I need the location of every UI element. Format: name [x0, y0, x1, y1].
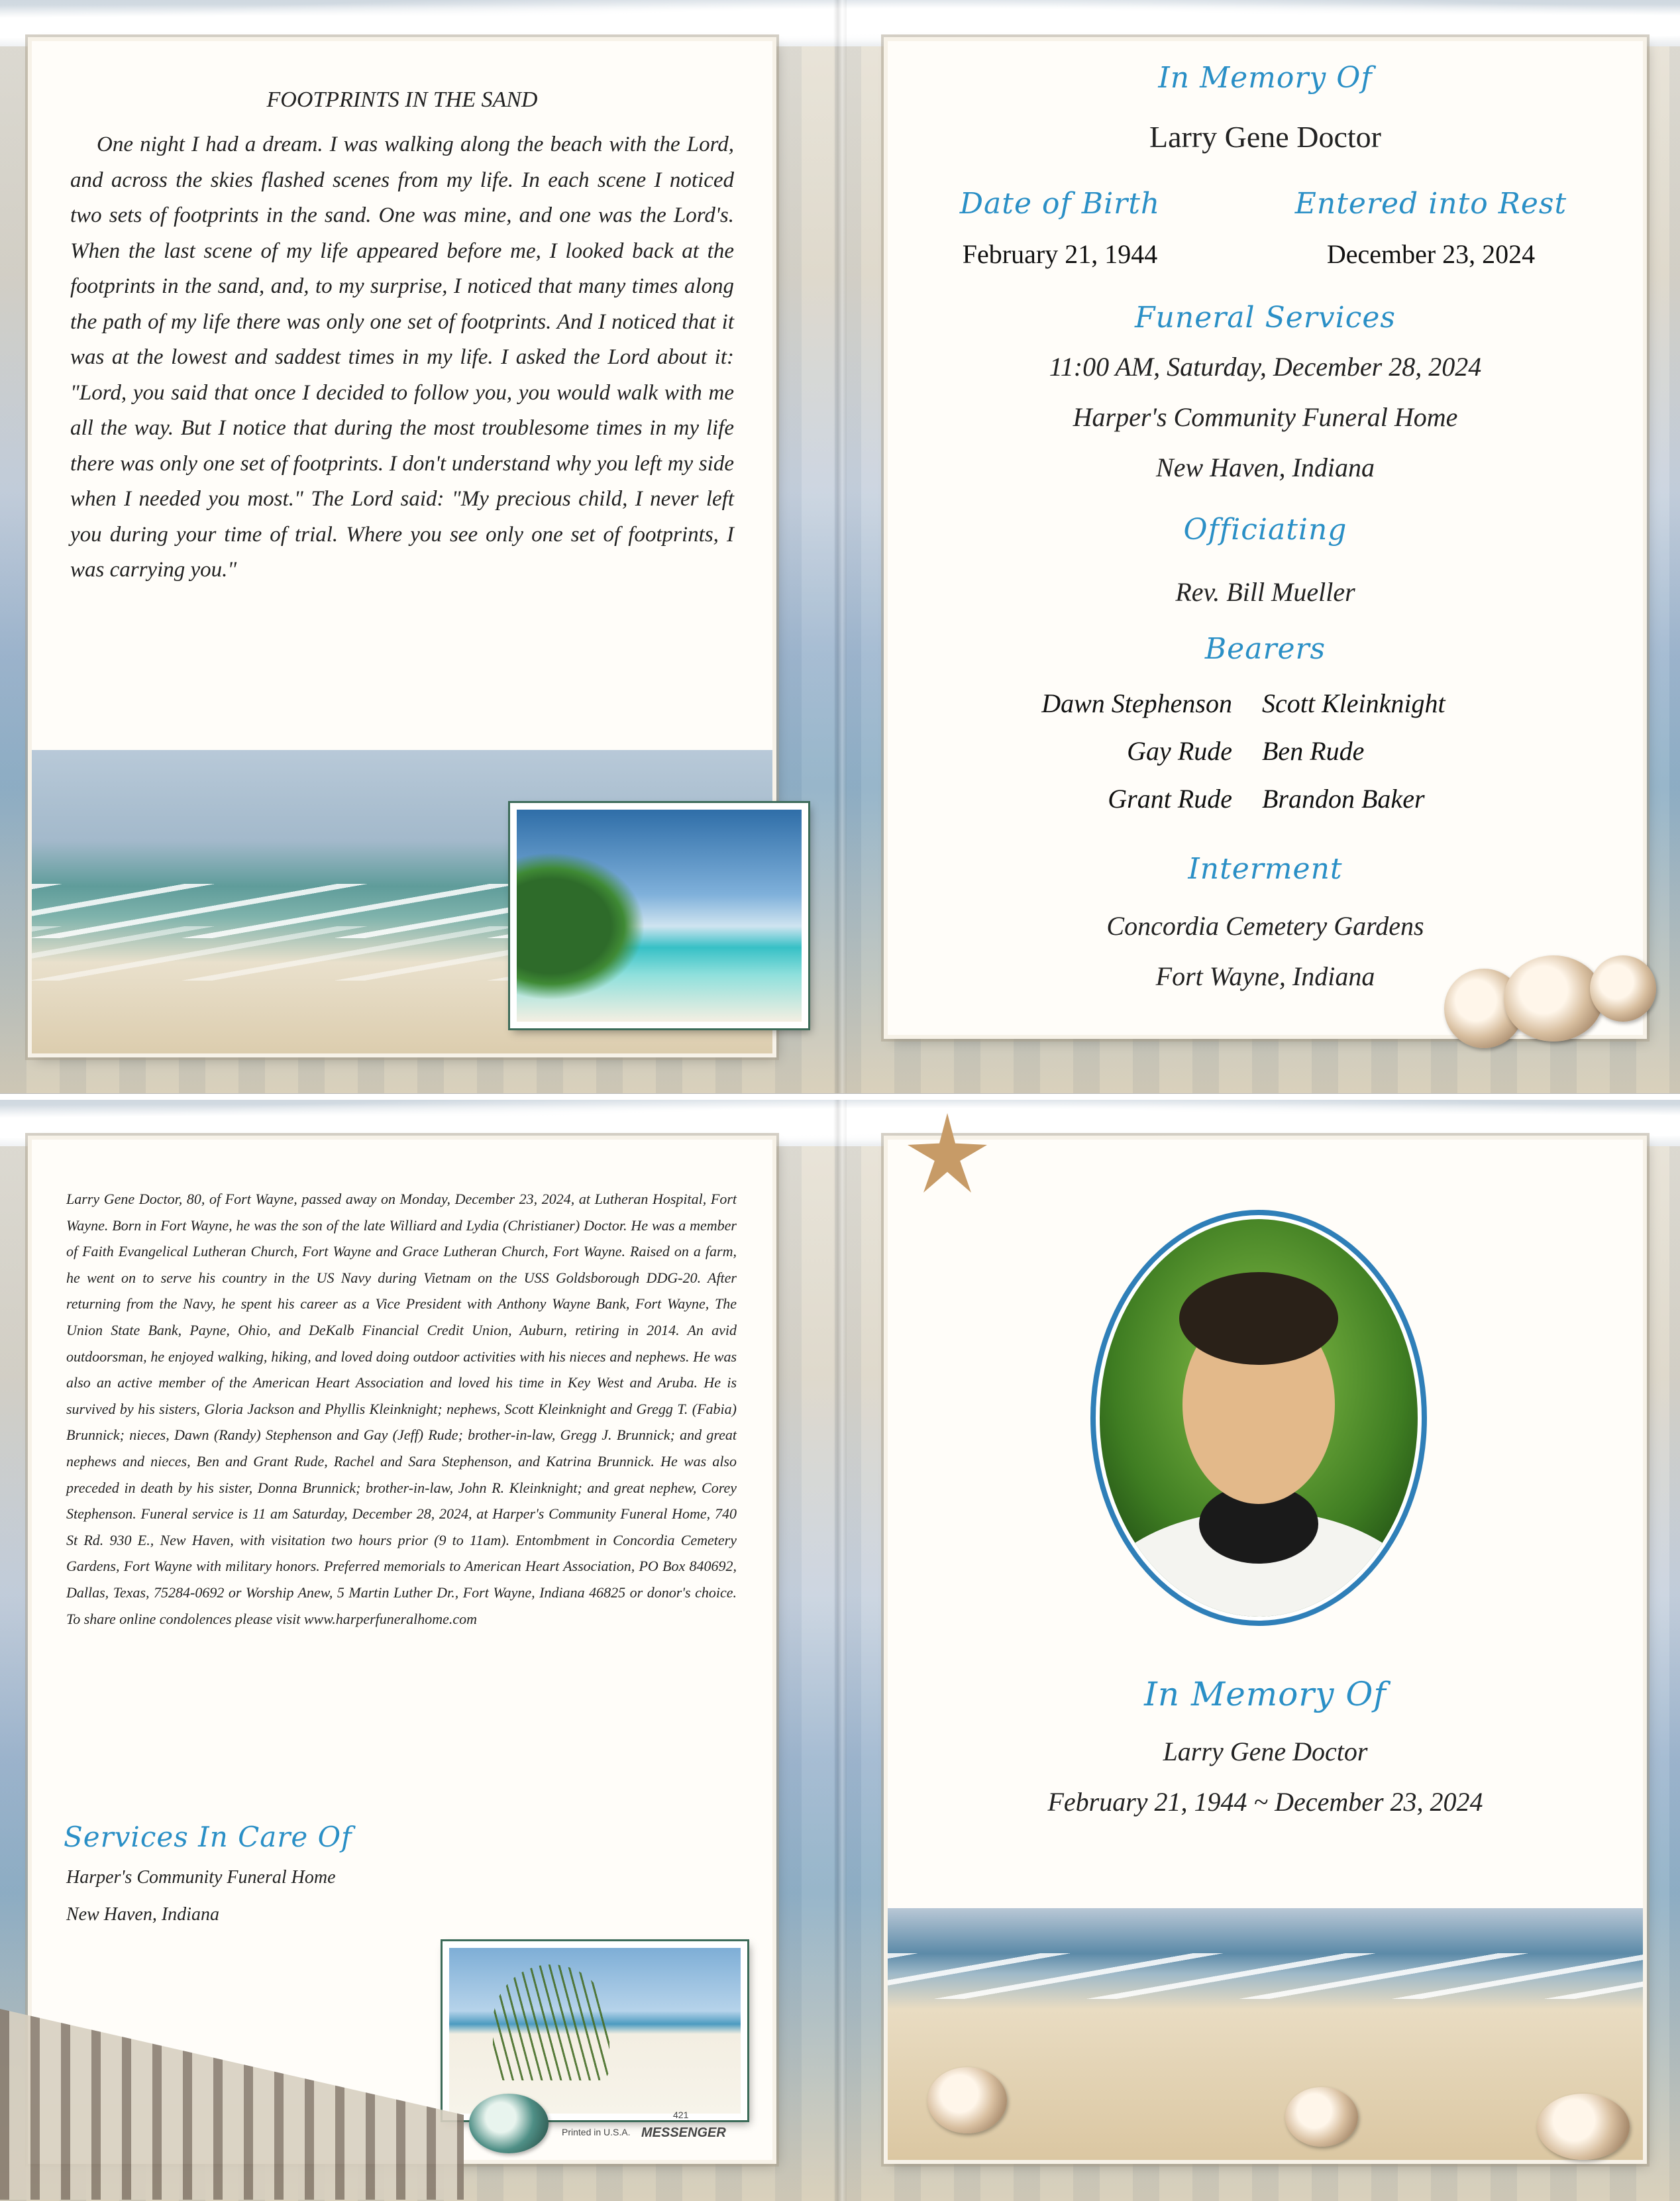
- deceased-name: Larry Gene Doctor: [1149, 120, 1381, 154]
- officiating-heading: Officiating: [1183, 513, 1347, 547]
- seashell-decoration: [469, 2094, 549, 2153]
- services-in-care-heading: Services In Care Of: [64, 1821, 352, 1853]
- seashell-decoration: [1537, 2094, 1630, 2160]
- interment-place: Concordia Cemetery Gardens: [1106, 911, 1424, 941]
- officiant: Rev. Bill Mueller: [1175, 577, 1355, 607]
- seashell-decoration: [927, 2067, 1007, 2133]
- interment-city: Fort Wayne, Indiana: [1155, 961, 1375, 991]
- dob-value: February 21, 1944: [962, 239, 1158, 269]
- poem-panel: [32, 41, 772, 1053]
- poem-title: FOOTPRINTS IN THE SAND: [266, 87, 538, 112]
- cover-dates: February 21, 1944 ~ December 23, 2024: [1047, 1787, 1483, 1817]
- poem-body: One night I had a dream. I was walking along the beach with the Lord, and across the skies flashed scenes from my life. In each scene I noticed two sets of footprints in the sand. One was mine, and one was the Lord's. When the last scene of my life appeared before me, I looked back at the footprints in the sand, and, to my surprise, I noticed that many times along the path of my life there was only one set of footprints. And I noticed that it was at the lowest and saddest times in my life. I asked the Lord about it: "Lord, you said that once I decided to follow you, you would walk with me all the way. But I notice that during the most troublesome times in my life there was only one set of footprints. I don't understand why you left my side when I needed you most." The Lord said: "My precious child, I never left you during your time of trial. Where you see only one set of footprints, I was carrying you.": [70, 133, 734, 582]
- obituary-text: Larry Gene Doctor, 80, of Fort Wayne, passed away on Monday, December 23, 2024, at Lutheran Hospital, Fort Wayne. Born in Fort Wayne, he was the son of the late Williard and Lydia (Christianer) Doctor. He was a member of Faith Evangelical Lutheran Church, Fort Wayne and Grace Lutheran Church, Fort Wayne. Raised on a farm, he went on to serve his country in the US Navy during Vietnam on the USS Goldsborough DDG-20. After returning from the Navy, he spent his career as a Vice President with Anthony Wayne Bank, Fort Wayne, The Union State Bank, Payne, Ohio, and DeKalb Financial Credit Union, Auburn, retiring in 2014. An avid outdoorsman, he enjoyed walking, hiking, and loved doing outdoor activities with his nieces and nephews. He was also an active member of the American Heart Association and loved his time in Key West and Aruba. He is survived by his sisters, Gloria Jackson and Phyllis Kleinknight; nephews, Scott Kleinknight and Gregg T. (Fabia) Brunnick; nieces, Dawn (Randy) Stephenson and Gay (Jeff) Rude; brother-in-law, Gregg J. Brunnick; and great nephews and nieces, Ben and Grant Rude, Rachel and Sara Stephenson, and Katrina Brunnick. He was also preceded in death by his sister, Donna Brunnick; brother-in-law, John R. Kleinknight; and great nephew, Corey Stephenson. Funeral service is 11 am Saturday, December 28, 2024, at Harper's Community Funeral Home, 740 St Rd. 930 E., New Haven, with visitation two hours prior (9 to 11am). Entombment in Concordia Cemetery Gardens, Fort Wayne with military honors. Preferred memorials to American Heart Association, PO Box 840692, Dallas, Texas, 75284-0692 or Worship Anew, 5 Martin Luther Dr., Fort Wayne, Indiana 46825 or donor's choice. To share online condolences please visit www.harperfuneralhome.com: [66, 1191, 737, 1627]
- printed-in-usa: Printed in U.S.A.: [562, 2127, 631, 2137]
- center-fold: [833, 0, 847, 1093]
- portrait-photo: [1086, 1206, 1431, 1630]
- program-outside-spread: [0, 0, 1680, 1093]
- cover-name: Larry Gene Doctor: [1163, 1737, 1368, 1766]
- program-inside-spread: [0, 1100, 1680, 2201]
- cover-in-memory-heading: In Memory Of: [1144, 1675, 1387, 1713]
- center-fold: [833, 1100, 847, 2201]
- funeral-city: New Haven, Indiana: [1156, 453, 1375, 482]
- obituary-panel: [32, 1140, 772, 2160]
- services-city: New Haven, Indiana: [66, 1904, 219, 1925]
- bearer: Brandon Baker: [1262, 784, 1425, 814]
- rest-date-value: December 23, 2024: [1326, 239, 1536, 269]
- tropical-beach-photo: [510, 803, 808, 1028]
- rest-heading: Entered into Rest: [1294, 187, 1567, 221]
- bearers-heading: Bearers: [1204, 632, 1326, 666]
- seashell-decoration: [1504, 955, 1603, 1042]
- seashell-decoration: [1590, 955, 1656, 1022]
- interment-heading: Interment: [1188, 852, 1343, 886]
- service-info-panel: [888, 41, 1643, 1035]
- beach-footprints-image: [888, 1908, 1643, 2160]
- bearer: Dawn Stephenson: [1041, 688, 1232, 718]
- bearer: Ben Rude: [1262, 736, 1365, 766]
- seashell-decoration: [1285, 2087, 1358, 2147]
- services-place: Harper's Community Funeral Home: [66, 1867, 336, 1888]
- bearer: Scott Kleinknight: [1262, 688, 1445, 718]
- in-memory-heading: In Memory Of: [1158, 61, 1373, 95]
- bearer: Grant Rude: [1108, 784, 1232, 814]
- dob-heading: Date of Birth: [959, 187, 1161, 221]
- printer-code: 421: [673, 2110, 689, 2120]
- bearer: Gay Rude: [1127, 736, 1232, 766]
- printer-logo: MESSENGER: [641, 2125, 726, 2140]
- funeral-place: Harper's Community Funeral Home: [1073, 402, 1458, 432]
- dune-grass-photo: [443, 1941, 747, 2120]
- cover-panel: [888, 1140, 1643, 2160]
- funeral-services-heading: Funeral Services: [1135, 301, 1396, 335]
- funeral-time: 11:00 AM, Saturday, December 28, 2024: [1049, 352, 1482, 382]
